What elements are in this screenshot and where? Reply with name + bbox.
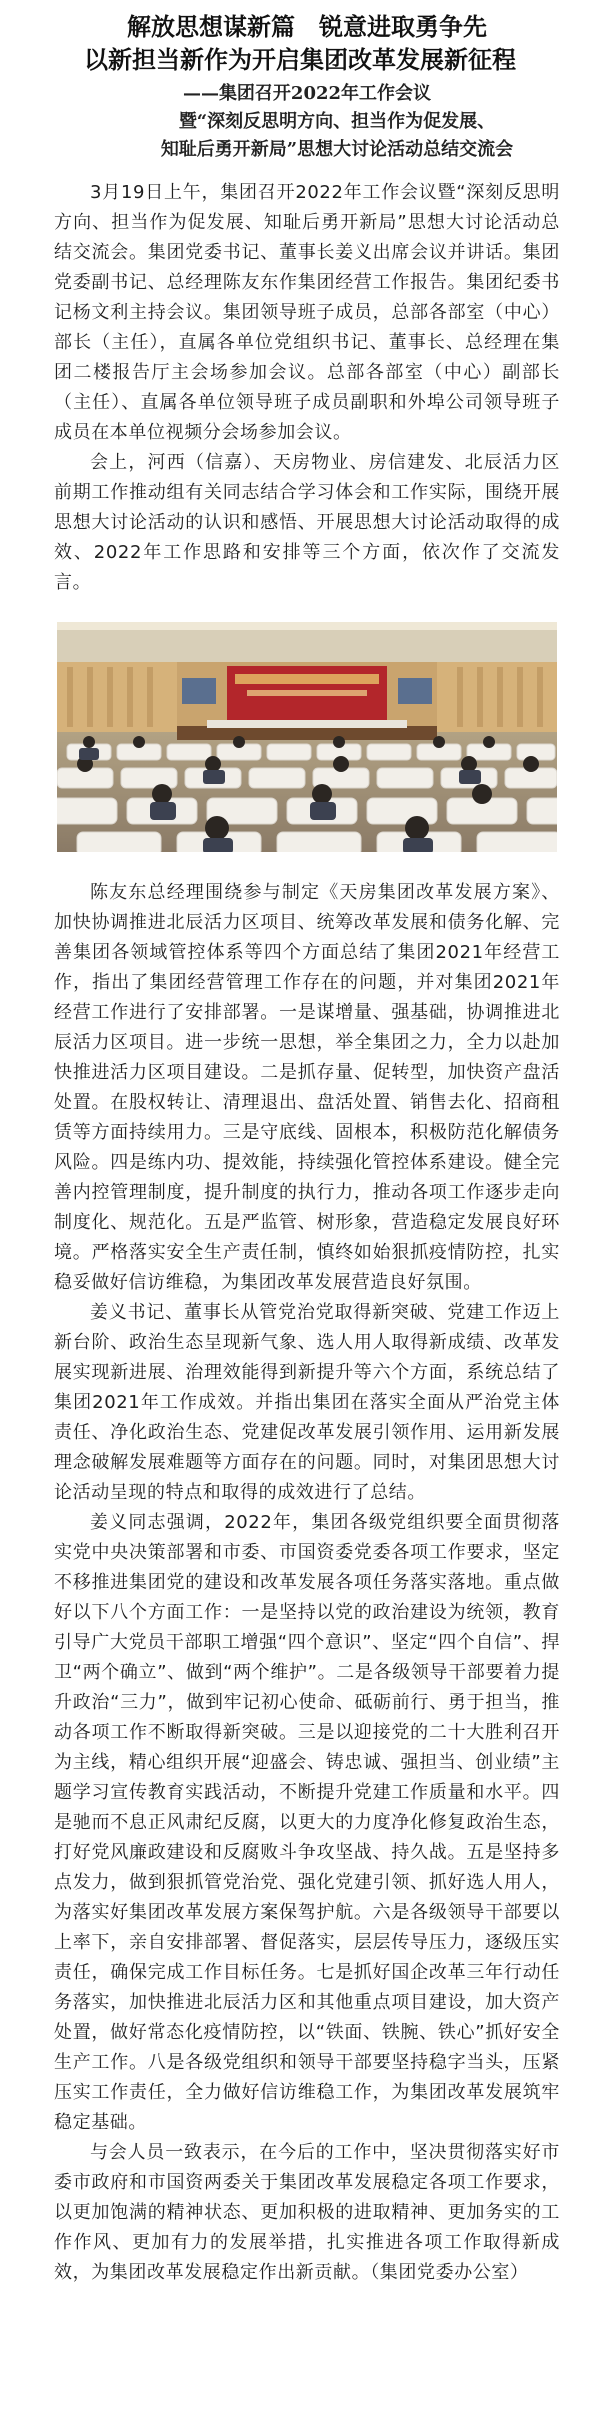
meeting-photo <box>57 622 557 852</box>
headline-line-1: 解放思想谋新篇 锐意进取勇争先 <box>127 12 487 41</box>
headline-line-2: 以新担当新作为开启集团改革发展新征程 <box>84 45 516 74</box>
paragraph-3: 陈友东总经理围绕参与制定《天房集团改革发展方案》、加快协调推进北辰活力区项目、统筹改革发展和债务化解、完善集团各领域管控体系等四个方面总结了集团2021年经营工作，指出了集团经营管理工作存在的问题，并对集团2021年经营工作进行了安排部署。一是谋增量、强基础，协调推进北辰活力区项目。进一步统一思想，举全集团之力，全力以赴加快推进活力区项目建设。二是抓存量、促转型，加快资产盘活处置。在股权转让、清理退出、盘活处置、销售去化、招商租赁等方面持续用力。三是守底线、固根本，积极防范化解债务风险。四是练内功、提效能，持续强化管控体系建设。健全完善内控管理制度，提升制度的执行力，推动各项工作逐步走向制度化、规范化。五是严监管、树形象，营造稳定发展良好环境。严格落实安全生产责任制，慎终如始狠抓疫情防控，扎实稳妥做好信访维稳，为集团改革发展营造良好氛围。 <box>54 882 560 1293</box>
paragraph-2: 会上，河西（信嘉）、天房物业、房信建发、北辰活力区前期工作推动组有关同志结合学习体会和工作实际，围绕开展思想大讨论活动的认识和感悟、开展思想大讨论活动取得的成效、2022年工作思路和安排等三个方面，依次作了交流发言。 <box>54 452 560 593</box>
subtitle-line-3: 知耻后勇开新局”思想大讨论活动总结交流会 <box>160 139 514 160</box>
paragraph-4: 姜义书记、董事长从管党治党取得新突破、党建工作迈上新台阶、政治生态呈现新气象、选人用人取得新成绩、改革发展实现新进展、治理效能得到新提升等六个方面，系统总结了集团2021年工作成效。并指出集团在落实全面从严治党主体责任、净化政治生态、党建促改革发展引领作用、运用新发展理念破解发展难题等方面存在的问题。同时，对集团思想大讨论活动呈现的特点和取得的成效进行了总结。 <box>54 1302 560 1503</box>
paragraph-6: 与会人员一致表示，在今后的工作中，坚决贯彻落实好市委市政府和市国资两委关于集团改革发展稳定各项工作要求，以更加饱满的精神状态、更加积极的进取精神、更加务实的工作作风、更加有力的发展举措，扎实推进各项工作取得新成效，为集团改革发展稳定作出新贡献。（集团党委办公室） <box>54 2142 560 2283</box>
subtitle-line-1: ——集团召开2022年工作会议 <box>182 83 432 104</box>
article-body <box>54 178 560 2288</box>
paragraph-5: 姜义同志强调，2022年，集团各级党组织要全面贯彻落实党中央决策部署和市委、市国资委党委各项工作要求，坚定不移推进集团党的建设和改革发展各项任务落实落地。重点做好以下八个方面工作：一是坚持以党的政治建设为统领，教育引导广大党员干部职工增强“四个意识”、坚定“四个自信”、捍卫“两个确立”、做到“两个维护”。二是各级领导干部要着力提升政治“三力”，做到牢记初心使命、砥砺前行、勇于担当，推动各项工作不断取得新突破。三是以迎接党的二十大胜利召开为主线，精心组织开展“迎盛会、铸忠诚、强担当、创业绩”主题学习宣传教育实践活动，不断提升党建工作质量和水平。四是驰而不息正风肃纪反腐，以更大的力度净化修复政治生态，打好党风廉政建设和反腐败斗争攻坚战、持久战。五是坚持多点发力，做到狠抓管党治党、强化党建引领、抓好选人用人，为落实好集团改革发展方案保驾护航。六是各级领导干部要以上率下，亲自安排部署、督促落实，层层传导压力，逐级压实责任，确保完成工作目标任务。七是抓好国企改革三年行动任务落实，加快推进北辰活力区和其他重点项目建设，加大资产处置，做好常态化疫情防控，以“铁面、铁腕、铁心”抓好安全生产工作。八是各级党组织和领导干部要坚持稳字当头，压紧压实工作责任，全力做好信访维稳工作，为集团改革发展筑牢稳定基础。 <box>54 1512 560 2133</box>
paragraph-1: 3月19日上午，集团召开2022年工作会议暨“深刻反思明方向、担当作为促发展、知耻后勇开新局”思想大讨论活动总结交流会。集团党委书记、董事长姜义出席会议并讲话。集团党委副书记、总经理陈友东作集团经营工作报告。集团纪委书记杨文利主持会议。集团领导班子成员，总部各部室（中心）部长（主任），直属各单位党组织书记、董事长、总经理在集团二楼报告厅主会场参加会议。总部各部室（中心）副部长（主任）、直属各单位领导班子成员副职和外埠公司领导班子成员在本单位视频分会场参加会议。 <box>54 182 560 443</box>
subtitle-line-2: 暨“深刻反思明方向、担当作为促发展、 <box>178 111 496 132</box>
meeting-hall-image <box>57 622 557 852</box>
